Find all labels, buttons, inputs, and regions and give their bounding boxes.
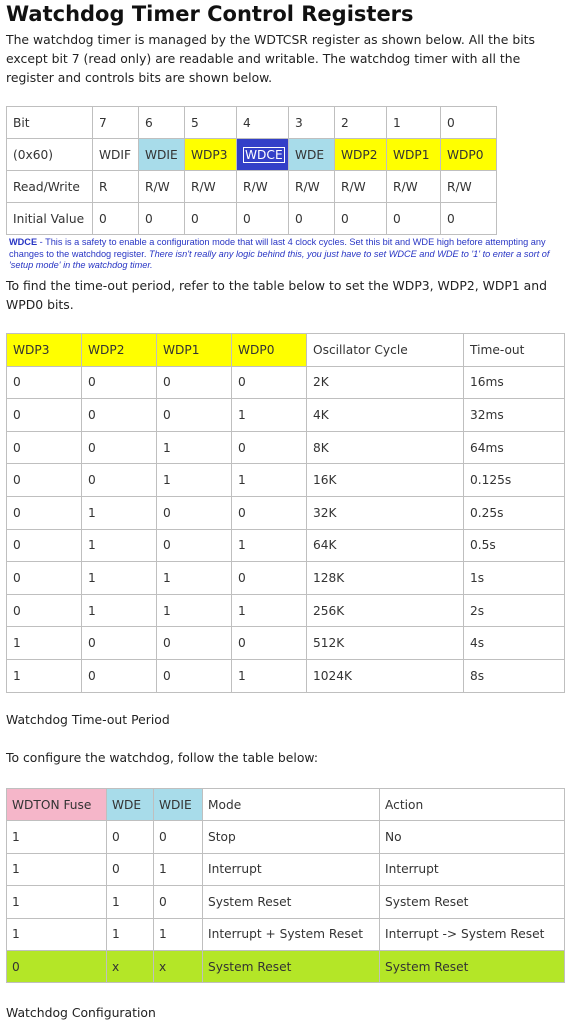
timeout-header-cell: WDP1 (157, 334, 232, 367)
register-cell: R/W (441, 171, 497, 203)
wdce-note (9, 237, 561, 272)
timeout-row-cell: 0 (232, 562, 307, 595)
config-row (7, 918, 565, 950)
config-row-cell: 1 (7, 821, 107, 853)
timeout-row-cell: 1 (157, 431, 232, 464)
config-row-cell: 1 (7, 886, 107, 918)
timeout-row-cell: 4s (464, 627, 565, 660)
register-cell: R/W (237, 171, 289, 203)
register-cell: 0 (139, 203, 185, 235)
timeout-row-cell: 0 (82, 464, 157, 497)
timeout-row-cell: 0 (232, 431, 307, 464)
timeout-row-cell: 1 (82, 529, 157, 562)
register-row-initial (7, 203, 497, 235)
timeout-row-cell: 1 (82, 594, 157, 627)
timeout-row-cell: 0 (7, 529, 82, 562)
timeout-row-cell: 0 (7, 431, 82, 464)
timeout-row-cell: 1 (232, 529, 307, 562)
timeout-row-cell: 0 (157, 496, 232, 529)
timeout-row-cell: 0 (157, 659, 232, 692)
timeout-row (7, 496, 565, 529)
config-row-cell: Interrupt (380, 853, 565, 885)
timeout-row-cell: 64ms (464, 431, 565, 464)
timeout-row-cell: 0.5s (464, 529, 565, 562)
timeout-row-cell: 0 (7, 464, 82, 497)
timeout-row-cell: 0 (7, 496, 82, 529)
register-cell: R (93, 171, 139, 203)
note-italic: There isn't really any logic behind this, you just have to set WDCE and WDE to '1' to enter a sort of 'setup mode' in the watchdog timer. (9, 248, 550, 271)
config-row (7, 853, 565, 885)
timeout-row (7, 464, 565, 497)
timeout-row-cell: 0.25s (464, 496, 565, 529)
register-row-address (7, 139, 497, 171)
config-row-cell: 0 (154, 821, 203, 853)
register-cell: Read/Write (7, 171, 93, 203)
register-cell-wdp3: WDP3 (185, 139, 237, 171)
register-cell-wdp0: WDP0 (441, 139, 497, 171)
timeout-row-cell: 0 (7, 366, 82, 399)
timeout-row-cell: 1 (7, 659, 82, 692)
timeout-row (7, 529, 565, 562)
config-row-cell: 1 (7, 853, 107, 885)
note-term: WDCE (9, 237, 38, 247)
register-cell: R/W (387, 171, 441, 203)
register-cell: R/W (185, 171, 237, 203)
config-row-cell: x (107, 950, 154, 982)
config-row-cell: x (154, 950, 203, 982)
register-cell: Bit (7, 107, 93, 139)
timeout-row-cell: 0.125s (464, 464, 565, 497)
intro-paragraph: The watchdog timer is managed by the WDTCSR register as shown below. All the bits except bit 7 (read only) are readable and writable. The watchdog timer with all the register and controls bits are shown below. (6, 32, 535, 85)
register-table (6, 106, 497, 235)
config-row-cell: 1 (154, 853, 203, 885)
timeout-intro: To find the time-out period, refer to the table below to set the WDP3, WDP2, WDP1 and WPD0 bits. (6, 278, 547, 312)
timeout-row (7, 366, 565, 399)
timeout-row-cell: 1 (157, 464, 232, 497)
register-cell: 3 (289, 107, 335, 139)
register-cell: 1 (387, 107, 441, 139)
timeout-row-cell: 0 (82, 399, 157, 432)
config-row-cell: 1 (107, 918, 154, 950)
config-header-cell: WDIE (154, 789, 203, 821)
register-cell: 0 (335, 203, 387, 235)
timeout-row-cell: 128K (307, 562, 464, 595)
timeout-row-cell: 0 (82, 431, 157, 464)
register-cell: 5 (185, 107, 237, 139)
timeout-row-cell: 64K (307, 529, 464, 562)
timeout-header-cell: WDP2 (82, 334, 157, 367)
config-row-cell: 0 (107, 853, 154, 885)
timeout-row (7, 431, 565, 464)
timeout-header-cell: WDP3 (7, 334, 82, 367)
config-row-cell: Interrupt (203, 853, 380, 885)
config-row-cell: Interrupt -> System Reset (380, 918, 565, 950)
config-header-row (7, 789, 565, 821)
timeout-row-cell: 0 (232, 366, 307, 399)
note-text: - This is a safety to enable a configuration mode that will last 4 clock cycles. Set this bit and WDE high before attempting any changes to the watchdog register. (9, 237, 546, 259)
register-cell: 0 (441, 107, 497, 139)
timeout-row-cell: 16ms (464, 366, 565, 399)
register-cell-wdie: WDIE (139, 139, 185, 171)
timeout-row (7, 659, 565, 692)
timeout-row-cell: 0 (157, 366, 232, 399)
config-header-cell: WDTON Fuse (7, 789, 107, 821)
timeout-table-body (7, 366, 565, 692)
register-cell: 4 (237, 107, 289, 139)
config-row-cell: 0 (107, 821, 154, 853)
timeout-row-cell: 2K (307, 366, 464, 399)
timeout-row-cell: 0 (7, 594, 82, 627)
config-row-cell: 1 (154, 918, 203, 950)
register-cell: R/W (139, 171, 185, 203)
register-cell: R/W (335, 171, 387, 203)
timeout-row-cell: 1 (232, 659, 307, 692)
config-row-cell: 1 (107, 886, 154, 918)
register-cell: 7 (93, 107, 139, 139)
timeout-row-cell: 0 (82, 366, 157, 399)
timeout-row-cell: 1 (82, 562, 157, 595)
timeout-row-cell: 32K (307, 496, 464, 529)
register-row-readwrite (7, 171, 497, 203)
timeout-row-cell: 256K (307, 594, 464, 627)
config-row-cell: System Reset (203, 886, 380, 918)
config-row-cell: System Reset (380, 950, 565, 982)
config-row-cell: No (380, 821, 565, 853)
config-caption: Watchdog Configuration (6, 1005, 156, 1020)
timeout-row-cell: 1 (232, 464, 307, 497)
config-intro: To configure the watchdog, follow the table below: (6, 750, 319, 765)
config-header-cell: WDE (107, 789, 154, 821)
timeout-row-cell: 8K (307, 431, 464, 464)
register-cell: 0 (93, 203, 139, 235)
timeout-caption: Watchdog Time-out Period (6, 712, 170, 727)
register-cell-wdce (237, 139, 289, 171)
register-cell: 0 (237, 203, 289, 235)
timeout-row-cell: 0 (157, 627, 232, 660)
register-cell: 6 (139, 107, 185, 139)
register-cell: 0 (289, 203, 335, 235)
timeout-header-cell: Oscillator Cycle (307, 334, 464, 367)
timeout-row-cell: 8s (464, 659, 565, 692)
register-cell: Initial Value (7, 203, 93, 235)
timeout-row (7, 399, 565, 432)
config-row-cell: Stop (203, 821, 380, 853)
timeout-row-cell: 0 (7, 562, 82, 595)
timeout-row-cell: 1 (232, 399, 307, 432)
timeout-header-cell: WDP0 (232, 334, 307, 367)
timeout-row (7, 627, 565, 660)
timeout-row (7, 594, 565, 627)
timeout-row-cell: 0 (82, 659, 157, 692)
timeout-row-cell: 1024K (307, 659, 464, 692)
timeout-row-cell: 0 (157, 529, 232, 562)
config-table (6, 788, 565, 983)
register-cell-wde: WDE (289, 139, 335, 171)
config-row-cell: Interrupt + System Reset (203, 918, 380, 950)
timeout-row-cell: 32ms (464, 399, 565, 432)
timeout-row-cell: 0 (232, 496, 307, 529)
register-cell: (0x60) (7, 139, 93, 171)
config-row (7, 821, 565, 853)
register-cell-wdp2: WDP2 (335, 139, 387, 171)
timeout-header-row (7, 334, 565, 367)
config-row-cell: 0 (7, 950, 107, 982)
timeout-row-cell: 0 (7, 399, 82, 432)
register-cell: 2 (335, 107, 387, 139)
register-cell: 0 (387, 203, 441, 235)
timeout-row-cell: 0 (232, 627, 307, 660)
config-row-cell: System Reset (203, 950, 380, 982)
timeout-row-cell: 1s (464, 562, 565, 595)
timeout-row (7, 562, 565, 595)
config-row-cell: 1 (7, 918, 107, 950)
register-row-bit (7, 107, 497, 139)
timeout-row-cell: 0 (157, 399, 232, 432)
config-row-cell: 0 (154, 886, 203, 918)
timeout-row-cell: 1 (232, 594, 307, 627)
timeout-table (6, 333, 565, 693)
config-header-cell: Action (380, 789, 565, 821)
timeout-row-cell: 1 (7, 627, 82, 660)
timeout-row-cell: 4K (307, 399, 464, 432)
config-row (7, 950, 565, 982)
timeout-row-cell: 1 (157, 562, 232, 595)
register-cell: 0 (441, 203, 497, 235)
config-row (7, 886, 565, 918)
register-cell: 0 (185, 203, 237, 235)
timeout-row-cell: 2s (464, 594, 565, 627)
wdce-label: WDCE (245, 147, 283, 162)
register-cell: WDIF (93, 139, 139, 171)
timeout-row-cell: 512K (307, 627, 464, 660)
config-table-body (7, 821, 565, 983)
timeout-header-cell: Time-out (464, 334, 565, 367)
timeout-row-cell: 16K (307, 464, 464, 497)
timeout-row-cell: 0 (82, 627, 157, 660)
config-row-cell: System Reset (380, 886, 565, 918)
timeout-row-cell: 1 (82, 496, 157, 529)
config-header-cell: Mode (203, 789, 380, 821)
register-cell-wdp1: WDP1 (387, 139, 441, 171)
timeout-row-cell: 1 (157, 594, 232, 627)
page-title: Watchdog Timer Control Registers (6, 2, 414, 26)
register-cell: R/W (289, 171, 335, 203)
